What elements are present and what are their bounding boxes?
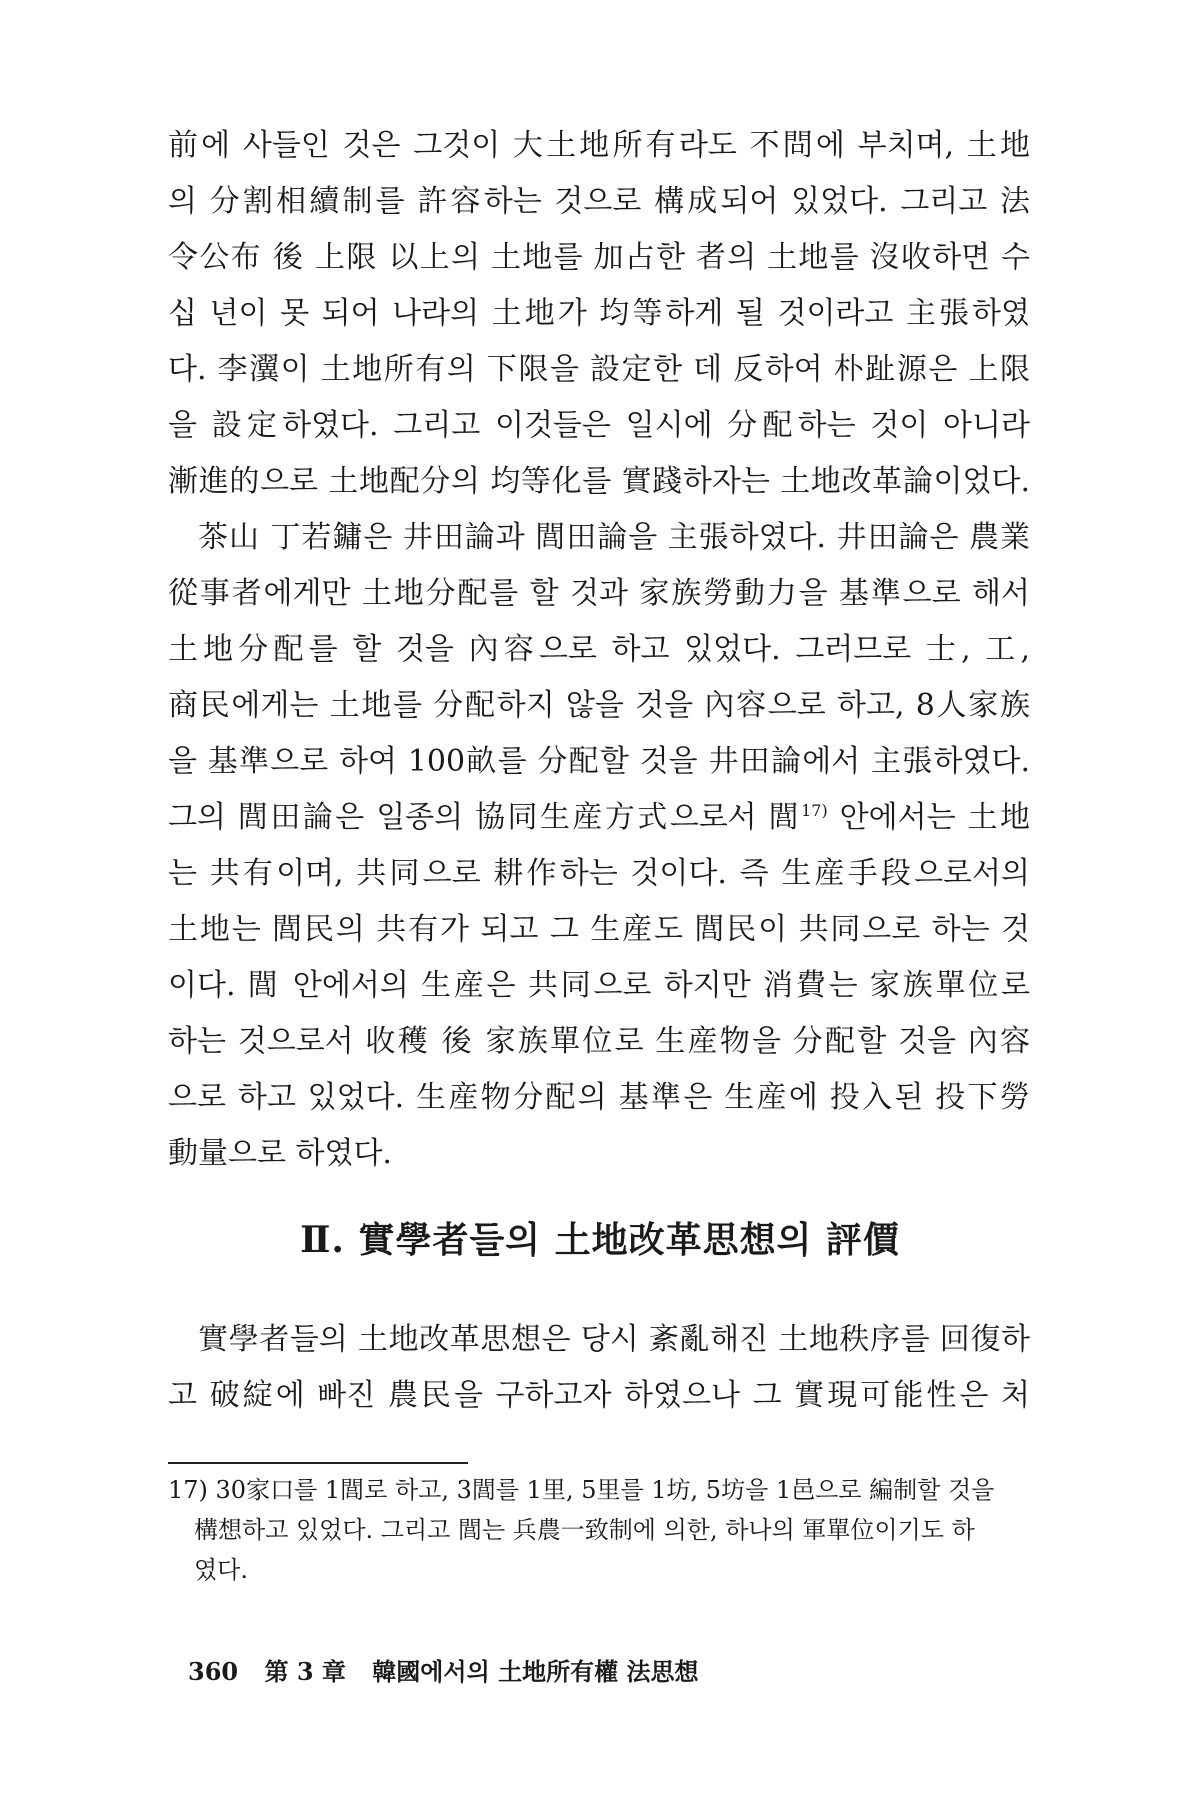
page-number: 360 <box>188 1657 239 1686</box>
text-line: 土地分配를 할 것을 內容으로 하고 있었다. 그러므로 士, 工, <box>168 632 1030 667</box>
paragraph-2 <box>168 510 1030 1182</box>
text-line: 고 破綻에 빠진 農民을 구하고자 하였으나 그 實現可能性은 처 <box>168 1378 1030 1413</box>
footnote-line: 構想하고 있었다. 그리고 閭는 兵農一致制에 의한, 하나의 軍單位이기도 하 <box>194 1516 975 1544</box>
chapter-label: 第 3 章 <box>264 1657 346 1686</box>
paragraph-3 <box>168 1312 1030 1424</box>
text-line: 십 년이 못 되어 나라의 土地가 均等하게 될 것이라고 主張하였 <box>168 296 1030 331</box>
page-footer <box>188 1652 717 1687</box>
text-line-with-footnote-ref <box>168 790 1030 846</box>
text-line: 令公布 後 上限 以上의 土地를 加占한 者의 土地를 沒收하면 수 <box>168 240 1030 275</box>
text-segment: 그의 閭田論은 일종의 協同生産方式으로서 閭 <box>168 800 802 835</box>
footnote-line: 17) 30家口를 1閭로 하고, 3閭를 1里, 5里를 1坊, 5坊을 1邑으로 編制할 것을 <box>168 1476 995 1504</box>
text-line: 動量으로 하였다. <box>168 1136 392 1171</box>
text-line: 實學者들의 土地改革思想은 당시 紊亂해진 土地秩序를 回復하 <box>198 1322 1030 1357</box>
text-line: 을 基準으로 하여 100畝를 分配할 것을 井田論에서 主張하였다. <box>168 744 1030 779</box>
text-line: 土地는 閭民의 共有가 되고 그 生産도 閭民이 共同으로 하는 것 <box>168 912 1030 947</box>
text-line: 漸進的으로 土地配分의 均等化를 實踐하자는 土地改革論이었다. <box>168 464 1030 499</box>
footnote-line: 였다. <box>194 1556 248 1584</box>
text-line: 는 共有이며, 共同으로 耕作하는 것이다. 즉 生産手段으로서의 <box>168 856 1030 891</box>
text-line: 從事者에게만 土地分配를 할 것과 家族勞動力을 基準으로 해서 <box>168 576 1030 611</box>
text-line: 商民에게는 土地를 分配하지 않을 것을 內容으로 하고, 8人家族 <box>168 688 1030 723</box>
text-line: 하는 것으로서 收穫 後 家族單位로 生産物을 分配할 것을 內容 <box>168 1024 1030 1059</box>
text-line: 을 設定하였다. 그리고 이것들은 일시에 分配하는 것이 아니라 <box>168 408 1030 443</box>
text-line: 前에 사들인 것은 그것이 大土地所有라도 不問에 부치며, 土地 <box>168 128 1030 163</box>
footnote-17 <box>168 1470 1030 1590</box>
text-line: 다. 李瀷이 土地所有의 下限을 設定한 데 反하여 朴趾源은 上限 <box>168 352 1030 387</box>
chapter-title: 韓國에서의 土地所有權 法思想 <box>372 1657 699 1686</box>
paragraph-1 <box>168 118 1030 510</box>
text-line: 으로 하고 있었다. 生産物分配의 基準은 生産에 投入된 投下勞 <box>168 1080 1030 1115</box>
text-line: 茶山 丁若鏞은 井田論과 閭田論을 主張하였다. 井田論은 農業 <box>198 520 1030 555</box>
text-line: 의 分割相續制를 許容하는 것으로 構成되어 있었다. 그리고 法 <box>168 184 1030 219</box>
section-heading: Ⅱ. 實學者들의 土地改革思想의 評價 <box>300 1219 900 1261</box>
text-line: 이다. 閭 안에서의 生産은 共同으로 하지만 消費는 家族單位로 <box>168 968 1030 1003</box>
footnote-reference: 17) <box>801 801 828 820</box>
footnote-divider <box>168 1462 468 1464</box>
text-segment: 안에서는 土地 <box>827 800 1030 835</box>
